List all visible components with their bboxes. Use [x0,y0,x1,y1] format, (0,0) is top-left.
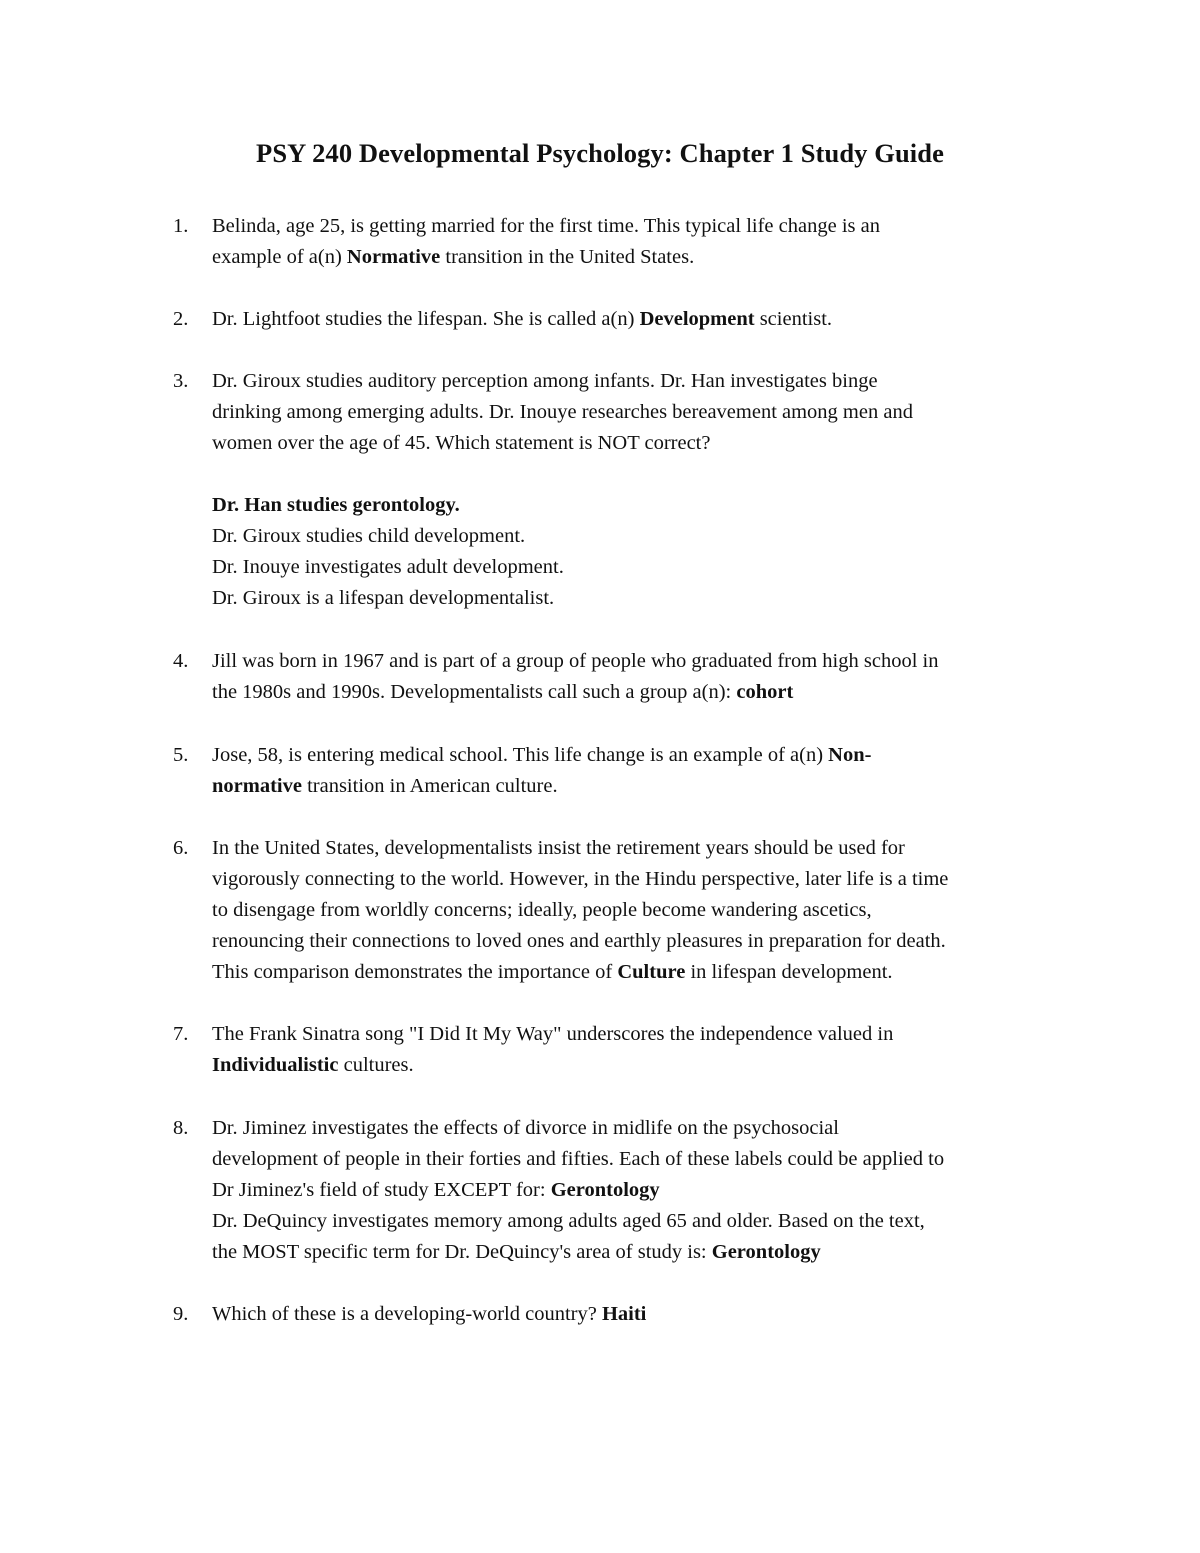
answer-text: Gerontology [550,1179,660,1201]
answer-text: Haiti [601,1303,647,1325]
question-number: 1. [173,215,189,237]
question-number: 7. [173,1023,189,1045]
answer-option: Dr. Giroux is a lifespan developmentalist. [212,587,555,609]
answer-text: Individualistic [212,1054,339,1076]
answer-text: cohort [736,681,794,703]
question-text-line [212,1175,1082,1206]
question-5 [173,740,1082,802]
question-text-line: development of people in their forties and fifties. Each of these labels could be applied to [212,1148,945,1170]
question-text-line: vigorously connecting to the world. However, in the Hindu perspective, later life is a time [212,868,949,890]
answer-text: normative [212,775,302,797]
question-number: 8. [173,1117,189,1139]
text-run: This comparison demonstrates the importance of [212,961,618,983]
question-text-line: In the United States, developmentalists insist the retirement years should be used for [212,837,905,859]
question-number: 3. [173,370,189,392]
question-text-line: Dr. DeQuincy investigates memory among adults aged 65 and older. Based on the text, [212,1210,925,1232]
question-text-line [212,304,1082,335]
question-text-line [212,677,1082,708]
answer-text: Culture [617,961,686,983]
question-8 [173,1113,1082,1268]
question-text-line: women over the age of 45. Which statement is NOT correct? [212,432,711,454]
text-run: Which of these is a developing-world country? [212,1303,602,1325]
question-text-line: The Frank Sinatra song "I Did It My Way" underscores the independence valued in [212,1023,894,1045]
page-title: PSY 240 Developmental Psychology: Chapter 1 Study Guide [256,138,944,168]
question-number: 4. [173,650,189,672]
question-text-line [212,957,1082,988]
text-run: cultures. [338,1054,414,1076]
question-4 [173,646,1082,708]
question-text-line: renouncing their connections to loved ones and earthly pleasures in preparation for death. [212,930,946,952]
question-text-line [212,1050,1082,1081]
text-run: the 1980s and 1990s. Developmentalists call such a group a(n): [212,681,737,703]
text-run: scientist. [754,308,833,330]
answer-text: Normative [346,246,441,268]
question-text-line: Belinda, age 25, is getting married for the first time. This typical life change is an [212,215,880,237]
answer-option: Dr. Giroux studies child development. [212,525,526,547]
question-number: 2. [173,308,189,330]
answer-text: Non- [828,744,872,766]
question-text-line: Jill was born in 1967 and is part of a group of people who graduated from high school in [212,650,939,672]
question-9 [173,1299,1082,1330]
question-text-line: Dr. Jiminez investigates the effects of divorce in midlife on the psychosocial [212,1117,839,1139]
question-number: 5. [173,744,189,766]
text-run: transition in American culture. [301,775,558,797]
answer-text: Gerontology [711,1241,821,1263]
question-2 [173,304,1082,335]
text-run: the MOST specific term for Dr. DeQuincy's area of study is: [212,1241,712,1263]
text-run: in lifespan development. [685,961,893,983]
text-run: Jose, 58, is entering medical school. This life change is an example of a(n) [212,744,829,766]
question-text-line [212,771,1082,802]
text-run: Dr Jiminez's field of study EXCEPT for: [212,1179,551,1201]
question-number: 9. [173,1303,189,1325]
question-text-line [212,1299,1082,1330]
text-run: Dr. Lightfoot studies the lifespan. She is called a(n) [212,308,640,330]
question-text-line [212,242,1082,273]
answer-option-correct: Dr. Han studies gerontology. [212,494,460,516]
question-text-line [212,1237,1082,1268]
question-text-line: to disengage from worldly concerns; ideally, people become wandering ascetics, [212,899,872,921]
answer-option: Dr. Inouye investigates adult development. [212,556,564,578]
question-number: 6. [173,837,189,859]
question-6 [173,833,1082,988]
text-run: transition in the United States. [440,246,695,268]
question-7 [173,1019,1082,1081]
question-text-line [212,740,1082,771]
answer-text: Development [639,308,755,330]
question-3 [173,366,1082,614]
text-run: example of a(n) [212,246,347,268]
question-text-line: drinking among emerging adults. Dr. Inouye researches bereavement among men and [212,401,913,423]
question-1 [173,211,1082,273]
question-text-line: Dr. Giroux studies auditory perception among infants. Dr. Han investigates binge [212,370,878,392]
